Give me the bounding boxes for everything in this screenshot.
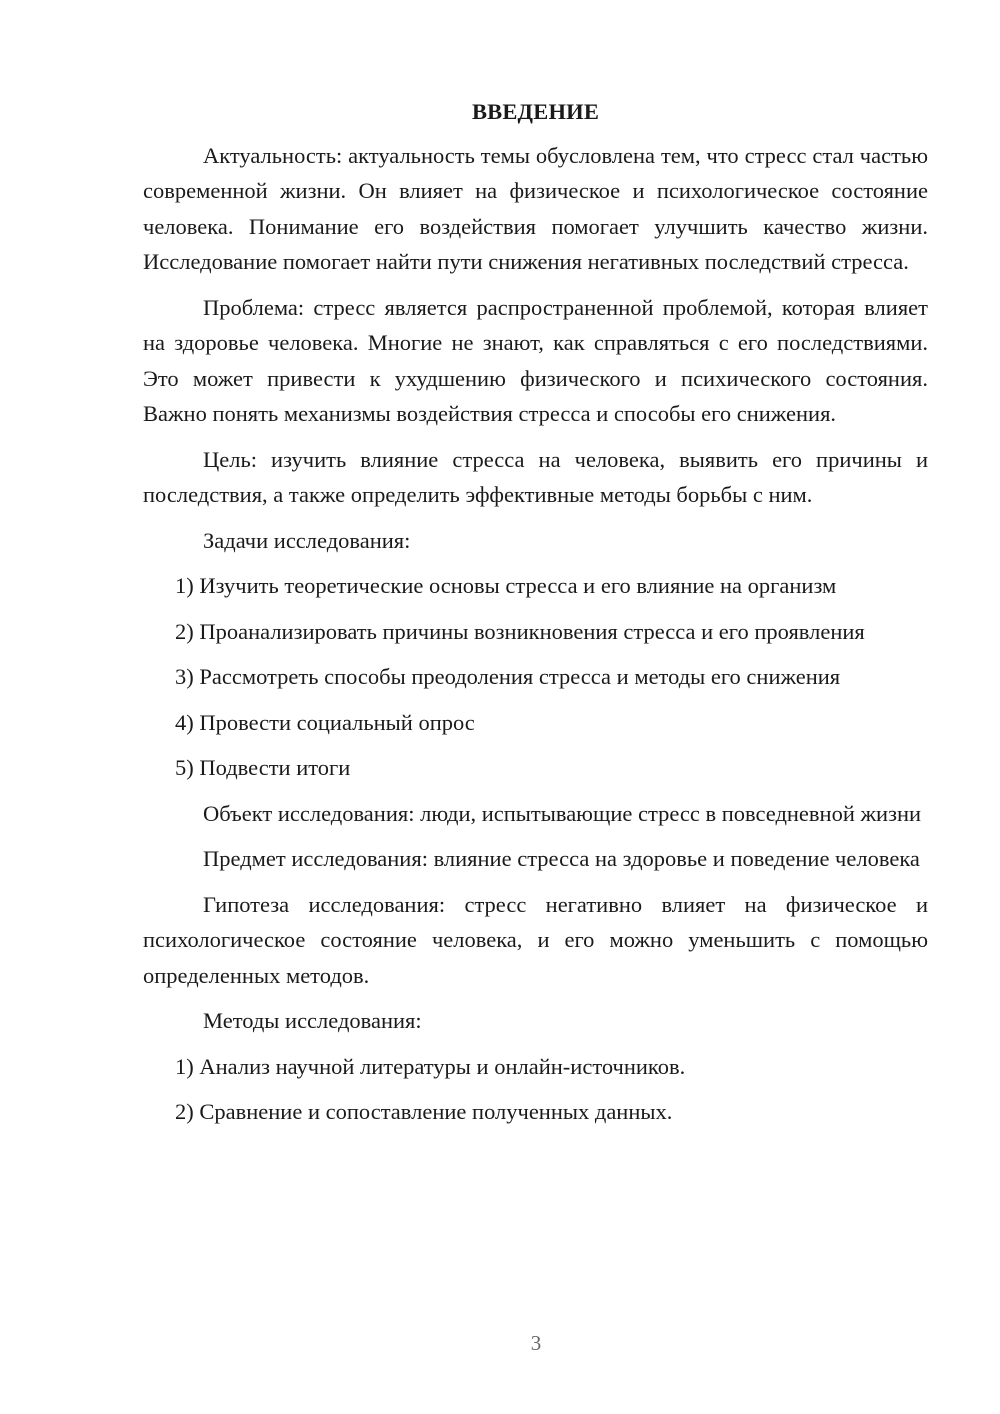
goal-paragraph: Цель: изучить влияние стресса на человека, выявить его причины и последствия, а также определить эффективные методы борьбы с ним.	[143, 446, 928, 507]
task-item-2: 2) Проанализировать причины возникновения стресса и его проявления	[175, 618, 865, 644]
page-content	[143, 94, 928, 1140]
task-item-3: 3) Рассмотреть способы преодоления стресса и методы его снижения	[175, 664, 841, 689]
task-item-4: 4) Провести социальный опрос	[175, 709, 475, 735]
hypothesis-paragraph: Гипотеза исследования: стресс негативно влияет на физическое и психологическое состояние человека, и его можно уменьшить с помощью определенных методов.	[143, 891, 928, 988]
task-item-1: 1) Изучить теоретические основы стресса и его влияние на организм	[175, 573, 837, 598]
methods-heading: Методы исследования:	[203, 1008, 422, 1033]
object-paragraph: Объект исследования: люди, испытывающие стресс в повседневной жизни	[203, 800, 922, 826]
page-number: 3	[530, 1331, 542, 1355]
method-item-1: 1) Анализ научной литературы и онлайн-источников.	[175, 1053, 686, 1079]
subject-paragraph: Предмет исследования: влияние стресса на здоровье и поведение человека	[203, 846, 920, 871]
tasks-heading: Задачи исследования:	[203, 527, 411, 553]
section-title: ВВЕДЕНИЕ	[471, 99, 600, 124]
problem-paragraph: Проблема: стресс является распространенной проблемой, которая влияет на здоровье человека. Многие не знают, как справляться с его последствиями. Это может привести к ухудшению физического и психического состояния. Важно понять механизмы воздействия стресса и способы его снижения.	[143, 294, 928, 426]
method-item-2: 2) Сравнение и сопоставление полученных данных.	[175, 1099, 673, 1124]
task-item-5: 5) Подвести итоги	[175, 755, 351, 780]
relevance-paragraph: Актуальность: актуальность темы обусловлена тем, что стресс стал частью современной жизни. Он влияет на физическое и психологическое состояние человека. Понимание его воздействия помогает улучшить качество жизни. Исследование помогает найти пути снижения негативных последствий стресса.	[143, 142, 928, 274]
